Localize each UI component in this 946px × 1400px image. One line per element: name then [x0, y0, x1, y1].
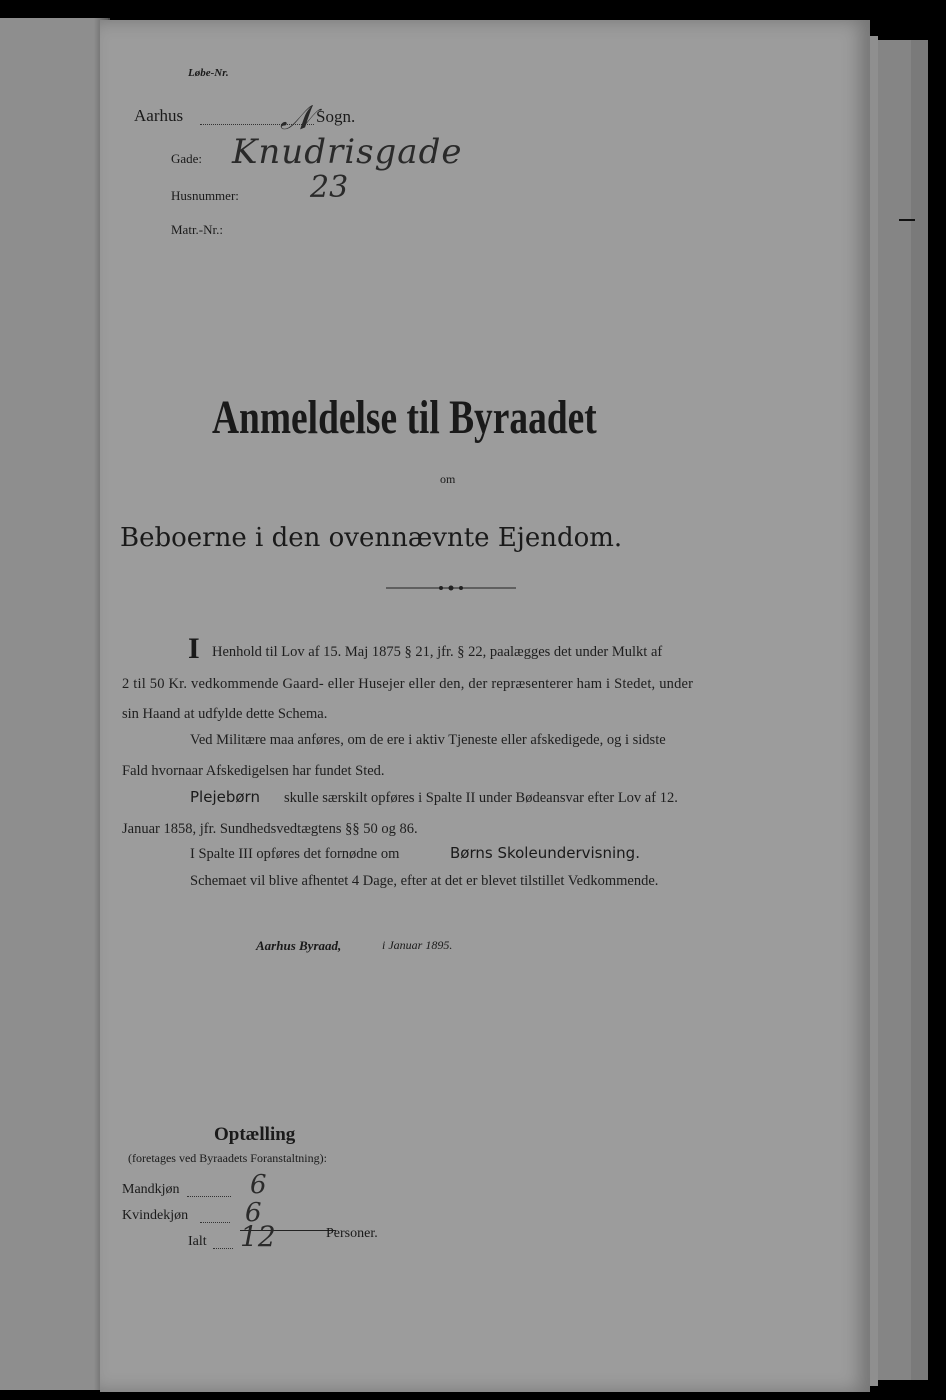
kvindekjoen-label: Kvindekjøn — [122, 1208, 189, 1223]
kvindekjoen-dotted-line — [200, 1222, 230, 1223]
matr-nr-label: Matr.-Nr.: — [171, 222, 223, 237]
aarhus-label: Aarhus — [134, 106, 184, 125]
document-subtitle: Beboerne i den ovennævnte Ejendom. — [120, 523, 623, 553]
left-page-edge — [0, 18, 110, 1390]
sogn-label: Sogn. — [316, 107, 356, 126]
gade-label: Gade: — [171, 151, 203, 166]
count-note: (foretages ved Byraadets Foranstaltning): — [128, 1151, 327, 1165]
husnummer-label: Husnummer: — [171, 188, 239, 203]
paragraph-1-line-2: 2 til 50 Kr. vedkommende Gaard- eller Husejer eller den, der repræsenterer ham i Stedet, under — [122, 676, 694, 692]
paragraph-3-line-1: skulle særskilt opføres i Spalte II under Bødeansvar efter Lov af 12. — [284, 790, 678, 806]
paragraph-2-line-1: Ved Militære maa anføres, om de ere i aktiv Tjeneste eller afskedigede, og i sidste — [190, 732, 666, 748]
tab-marker — [899, 219, 915, 221]
ialt-value: 12 — [240, 1220, 276, 1253]
mandkjoen-dotted-line — [187, 1196, 231, 1197]
count-heading: Optælling — [214, 1124, 296, 1145]
ialt-dotted-line — [213, 1248, 233, 1249]
ornament-divider — [386, 583, 516, 593]
paragraph-1-line-3: sin Haand at udfylde dette Schema. — [122, 706, 328, 722]
title-om: om — [440, 472, 456, 486]
kvindekjoen-value: 6 — [245, 1198, 262, 1228]
sogn-handwritten-mark: 𝒩 — [280, 98, 313, 138]
mandkjoen-value: 6 — [250, 1170, 267, 1200]
document-page — [100, 20, 870, 1392]
paragraph-1-line-1: Henhold til Lov af 15. Maj 1875 § 21, jfr. § 22, paalægges det under Mulkt af — [212, 644, 663, 660]
paragraph-3-line-2: Januar 1858, jfr. Sundhedsvedtægtens §§ 50 og 86. — [122, 821, 418, 837]
paragraph-4-emphasis: Børns Skoleundervisning. — [450, 844, 640, 862]
husnummer-value: 23 — [310, 170, 349, 205]
mandkjoen-label: Mandkjøn — [122, 1182, 180, 1197]
signature-bold: Aarhus Byraad, — [256, 938, 342, 953]
paragraph-4-text: I Spalte III opføres det fornødne om — [190, 846, 400, 862]
personer-label: Personer. — [326, 1226, 378, 1241]
paragraph-initial: I — [188, 632, 200, 665]
signature-date: i Januar 1895. — [382, 938, 453, 952]
paragraph-5-text: Schemaet vil blive afhentet 4 Dage, efter at det er blevet tilstillet Vedkommende. — [190, 873, 659, 889]
paragraph-2-line-2: Fald hvornaar Afskedigelsen har fundet Sted. — [122, 763, 385, 779]
document-title: Anmeldelse til Byraadet — [212, 391, 597, 444]
gade-value: Knudrisgade — [232, 132, 463, 172]
ialt-label: Ialt — [188, 1234, 207, 1249]
plejeboern-word: Plejebørn — [190, 788, 260, 806]
loebe-nr-label: Løbe-Nr. — [188, 67, 229, 79]
